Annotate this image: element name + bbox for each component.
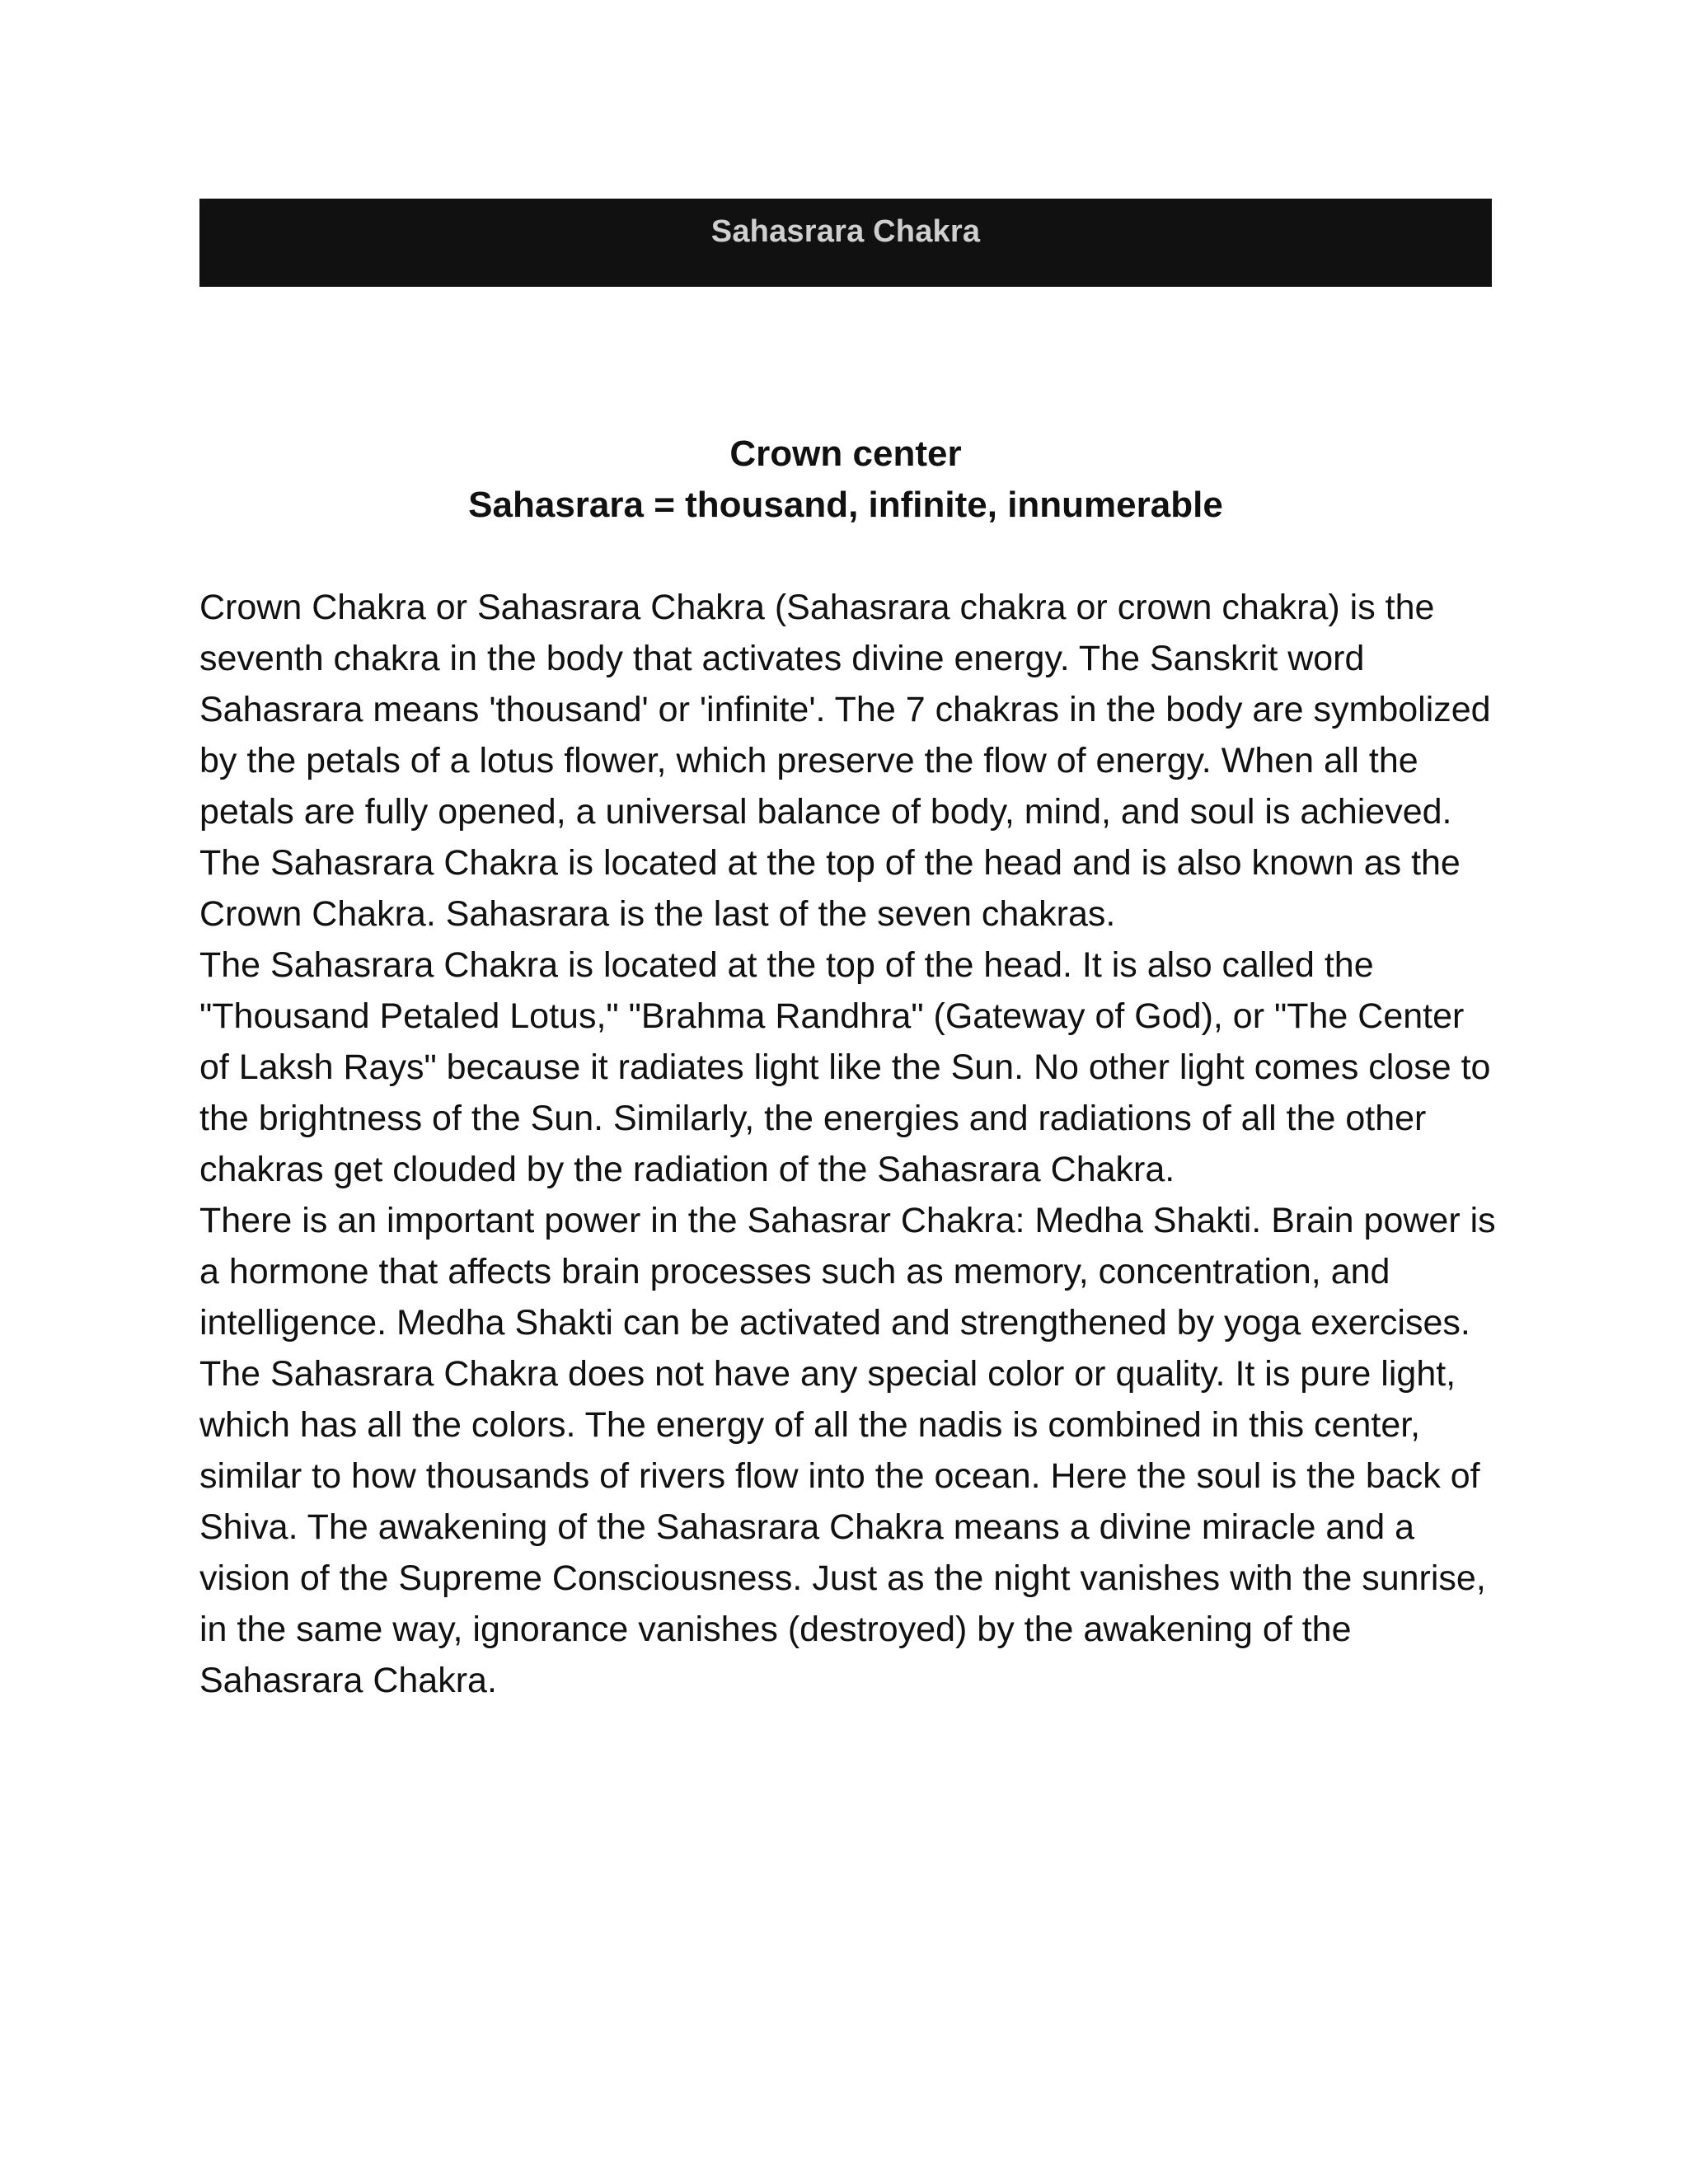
header-title: Sahasrara Chakra [710,214,981,249]
paragraph-2: The Sahasrara Chakra is located at the top of the head. It is also called the "Thousand Petaled Lotus," "Brahma Randhra" (Gateway of God), or "The Center of Laksh Rays" because it radiates light like the Sun. No other light comes close to the brightness of the Sun. Similarly, the energies and radiations of all the other chakras get clouded by the radiation of the Sahasrara Chakra. [199,945,1491,1189]
header-bar [199,199,1492,287]
heading-crown-center: Crown center [729,434,962,474]
heading-sahasrara-meaning: Sahasrara = thousand, infinite, innumerable [468,485,1223,525]
body-text [199,582,1502,1706]
paragraph-4: The Sahasrara Chakra does not have any special color or quality. It is pure light, which has all the colors. The energy of all the nadis is combined in this center, similar to how thousands of rivers flow into the ocean. Here the soul is the back of Shiva. The awakening of the Sahasrara Chakra means a divine miracle and a vision of the Supreme Consciousness. Just as the night vanishes with the sunrise, in the same way, ignorance vanishes (destroyed) by the awakening of the Sahasrara Chakra. [199,1354,1486,1700]
paragraph-3: There is an important power in the Sahasrar Chakra: Medha Shakti. Brain power is a hormone that affects brain processes such as memory, concentration, and intelligence. Medha Shakti can be activated and strengthened by yoga exercises. [199,1201,1496,1343]
paragraph-1: Crown Chakra or Sahasrara Chakra (Sahasrara chakra or crown chakra) is the seventh chakra in the body that activates divine energy. The Sanskrit word Sahasrara means 'thousand' or 'infinite'. The 7 chakras in the body are symbolized by the petals of a lotus flower, which preserve the flow of energy. When all the petals are fully opened, a universal balance of body, mind, and soul is achieved. The Sahasrara Chakra is located at the top of the head and is also known as the Crown Chakra. Sahasrara is the last of the seven chakras. [199,588,1491,934]
